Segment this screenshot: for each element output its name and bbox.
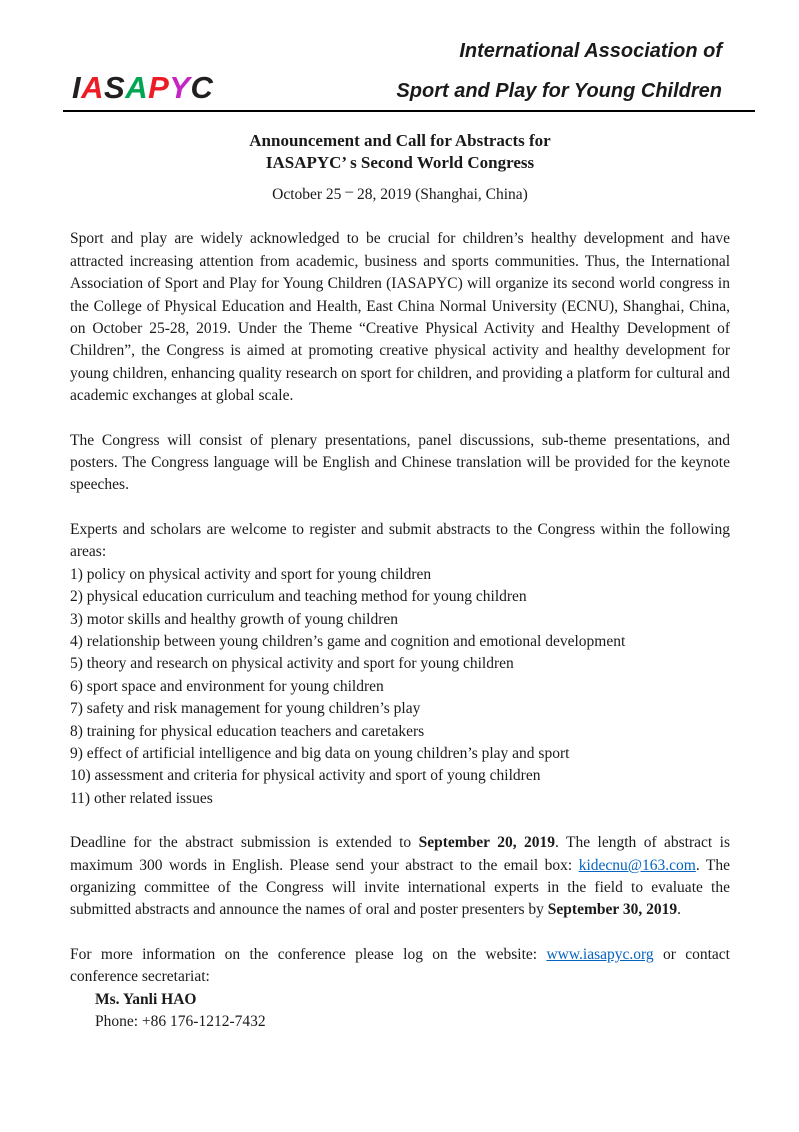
congress-date-dash: – — [345, 183, 354, 200]
organization-name — [396, 40, 755, 103]
logo-letter: A — [125, 70, 149, 105]
area-item-11: 11) other related issues — [70, 789, 213, 807]
logo-letter: Y — [169, 70, 191, 105]
logo-letter: S — [104, 70, 126, 105]
deadline-date-bold: September 20, 2019 — [418, 834, 555, 852]
contact-text-2: or contact conference secretariat: — [70, 945, 730, 986]
header-rule — [63, 110, 755, 112]
area-item-3: 3) motor skills and healthy growth of young children — [70, 610, 399, 628]
area-item-5: 5) theory and research on physical activity and sport for young children — [70, 655, 514, 673]
deadline-text-2: . The length of abstract is maximum 300 words in English. Please send your abstract to the email box: — [70, 834, 730, 874]
logo-letter: A — [81, 70, 105, 105]
area-item-9: 9) effect of artificial intelligence and big data on young children’s play and sport — [70, 744, 570, 762]
doc-title-line2: IASAPYC’ s Second World Congress — [265, 153, 535, 172]
congress-date-part2: 28, 2019 (Shanghai, China) — [353, 186, 528, 203]
area-item-7: 7) safety and risk management for young children’s play — [70, 700, 421, 718]
logo-letter: I — [72, 70, 82, 105]
organization-name-line1: International Association of — [459, 40, 722, 62]
contact-paragraph — [70, 944, 730, 989]
announce-date-bold: September 30, 2019 — [547, 901, 678, 919]
deadline-text-4: . — [677, 901, 681, 919]
format-paragraph: The Congress will consist of plenary presentations, panel discussions, sub-theme presentations, and posters. The Congress language will be English and Chinese translation will be provided for the keynote speeches. — [70, 431, 730, 494]
congress-date-part1: October 25 — [272, 186, 346, 203]
letterhead-row — [63, 40, 755, 103]
deadline-paragraph — [70, 832, 730, 922]
area-item-6: 6) sport space and environment for young children — [70, 677, 384, 695]
logo-letter: C — [190, 70, 214, 105]
email-link[interactable]: kidecnu@163.com — [578, 856, 696, 874]
title-block — [70, 130, 730, 206]
deadline-text-3: . The organizing committee of the Congress will invite international experts in the field to evaluate the submitted abstracts and announce the names of oral and poster presenters by — [70, 856, 730, 919]
areas-list — [70, 564, 730, 810]
area-item-2: 2) physical education curriculum and teaching method for young children — [70, 588, 527, 606]
intro-paragraph: Sport and play are widely acknowledged to be crucial for children’s healthy development and have attracted increasing attention from academic, business and sports communities. Thus, the International Association of Sport and Play for Young Children (IASAPYC) will organize its second world congress in the College of Physical Education and Health, East China Normal University (ECNU), Shanghai, China, on October 25-28, 2019. Under the Theme “Creative Physical Activity and Healthy Development of Children”, the Congress is aimed at promoting creative physical activity and healthy development for young children, enhancing quality research on sport for children, and providing a platform for cultural and academic exchanges at global scale. — [70, 230, 730, 405]
document-body — [70, 130, 730, 1033]
contact-text-1: For more information on the conference please log on the website: — [70, 945, 547, 963]
logo-letter: P — [148, 70, 170, 105]
letterhead — [0, 0, 799, 112]
secretariat-phone: Phone: +86 176-1212-7432 — [95, 1013, 266, 1030]
iasapyc-logo — [63, 72, 213, 103]
congress-date — [70, 184, 730, 206]
area-item-8: 8) training for physical education teachers and caretakers — [70, 722, 425, 740]
area-item-10: 10) assessment and criteria for physical activity and sport of young children — [70, 767, 541, 785]
area-item-4: 4) relationship between young children’s game and cognition and emotional development — [70, 632, 626, 650]
areas-intro-paragraph: Experts and scholars are welcome to register and submit abstracts to the Congress within the following areas: — [70, 520, 730, 561]
deadline-text-1: Deadline for the abstract submission is extended to — [70, 834, 419, 852]
website-link[interactable]: www.iasapyc.org — [546, 945, 654, 963]
doc-title-line1: Announcement and Call for Abstracts for — [249, 131, 551, 150]
area-item-1: 1) policy on physical activity and sport for young children — [70, 565, 432, 583]
organization-name-line2: Sport and Play for Young Children — [396, 80, 722, 102]
secretariat-name: Ms. Yanli HAO — [95, 990, 197, 1008]
